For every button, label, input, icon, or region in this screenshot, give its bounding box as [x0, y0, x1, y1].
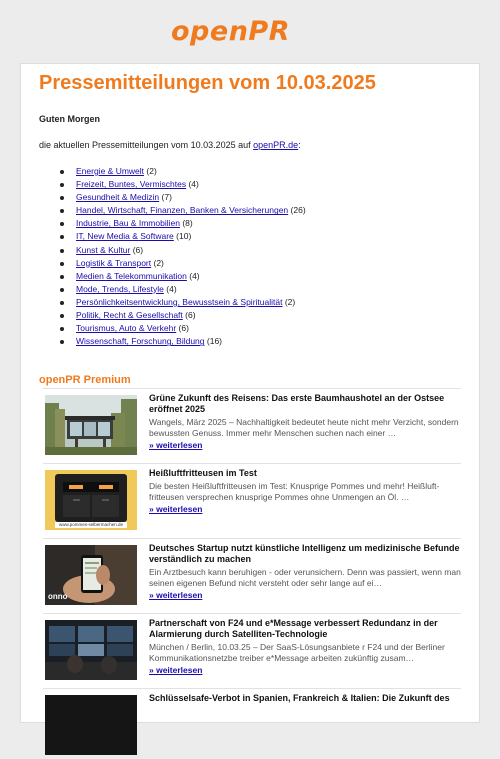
- newsletter-panel: [20, 63, 480, 723]
- category-link[interactable]: IT, New Media & Software: [76, 231, 174, 242]
- category-count: (8): [182, 218, 193, 229]
- list-item: [39, 244, 306, 257]
- list-item: [39, 283, 306, 296]
- category-link[interactable]: Wissenschaft, Forschung, Bildung: [76, 336, 205, 347]
- intro-line: [39, 140, 301, 150]
- intro-text: die aktuellen Pressemitteilungen vom 10.03.2025 auf: [39, 140, 254, 150]
- item-text: Ein Arztbesuch kann beruhigen - oder verunsichern. Denn was passiert, wenn man seinen eigenen Befund nicht versteht oder sehr lange auf ei…: [149, 567, 461, 588]
- treehouse-hotel-image[interactable]: [45, 395, 137, 455]
- category-link[interactable]: Freizeit, Buntes, Vermischtes: [76, 179, 187, 190]
- category-link[interactable]: Handel, Wirtschaft, Finanzen, Banken & Versicherungen: [76, 205, 289, 216]
- category-count: (4): [188, 179, 199, 190]
- image-caption: www.pommes-selbermachen.de: [58, 522, 124, 527]
- item-title[interactable]: Schlüsselsafe-Verbot in Spanien, Frankreich & Italien: Die Zukunft des: [149, 693, 450, 703]
- smartphone-image[interactable]: [45, 545, 137, 605]
- category-link[interactable]: Gesundheit & Medizin: [76, 192, 160, 203]
- premium-item: [43, 538, 461, 609]
- category-count: (2): [284, 296, 296, 307]
- greeting: Guten Morgen: [39, 114, 100, 124]
- item-title[interactable]: Deutsches Startup nutzt künstliche Intelligenz um medizinische Befunde verständlich zu machen: [149, 543, 460, 564]
- read-more-link[interactable]: » weiterlesen: [149, 665, 203, 675]
- category-count: (16): [206, 336, 223, 347]
- premium-heading: openPR Premium: [39, 374, 131, 386]
- air-fryer-image[interactable]: [45, 470, 137, 530]
- read-more-link[interactable]: » weiterlesen: [149, 590, 203, 600]
- category-link[interactable]: Medien & Telekommunikation: [76, 270, 187, 281]
- openpr-link[interactable]: openPR.de: [253, 140, 299, 150]
- list-item: [39, 178, 306, 191]
- list-item: [39, 257, 306, 270]
- category-count: (7): [161, 192, 172, 203]
- category-link[interactable]: Kunst & Kultur: [76, 244, 131, 255]
- list-item: [39, 217, 306, 230]
- intro-suffix: :: [298, 140, 301, 150]
- list-item: [39, 309, 306, 322]
- premium-item: [43, 463, 461, 534]
- category-link[interactable]: Industrie, Bau & Immobilien: [76, 218, 180, 229]
- premium-item: [43, 613, 461, 684]
- premium-item: [43, 388, 461, 459]
- category-count: (6): [132, 244, 144, 255]
- category-list: [39, 165, 306, 348]
- item-text: München / Berlin, 10.03.25 – Der SaaS-Lösungsanbiete r F24 und der Berliner Kommunikationsnetzbe treiber e*Message arbeiten zukünftig zusam…: [149, 642, 445, 663]
- list-item: [39, 191, 306, 204]
- category-count: (6): [185, 310, 196, 321]
- list-item: [39, 204, 306, 217]
- item-title[interactable]: Partnerschaft von F24 und e*Message verbessert Redundanz in der Alarmierung durch Satelliten-Technologie: [149, 618, 438, 639]
- list-item: [39, 296, 306, 309]
- list-item: [39, 322, 306, 335]
- list-item: [39, 230, 306, 243]
- page-title: Pressemitteilungen vom 10.03.2025: [39, 72, 376, 94]
- item-text: Die besten Heißluftfritteusen im Test: Knusprige Pommes und mehr! Heißluft-fritteusen versprechen knusprige Pommes ohne Unmengen an Öl. …: [149, 481, 440, 502]
- list-item: [39, 335, 306, 348]
- category-link[interactable]: Mode, Trends, Lifestyle: [76, 283, 164, 294]
- category-count: (2): [153, 257, 164, 268]
- category-link[interactable]: Persönlichkeitsentwicklung, Bewusstsein & Spiritualität: [76, 296, 283, 307]
- read-more-link[interactable]: » weiterlesen: [149, 440, 203, 450]
- category-link[interactable]: Energie & Umwelt: [76, 166, 145, 176]
- item-title[interactable]: Heißluftfritteusen im Test: [149, 468, 257, 478]
- item-title[interactable]: Grüne Zukunft des Reisens: Das erste Baumhaushotel an der Ostsee eröffnet 2025: [149, 393, 445, 414]
- category-count: (4): [189, 270, 200, 281]
- image-caption: onno: [48, 592, 68, 601]
- article-image[interactable]: [45, 695, 137, 755]
- category-count: (10): [176, 231, 192, 242]
- category-count: (4): [166, 283, 177, 294]
- list-item: [39, 270, 306, 283]
- category-link[interactable]: Logistik & Transport: [76, 257, 152, 268]
- category-count: (6): [178, 323, 189, 334]
- category-count: (26): [290, 205, 306, 216]
- category-link[interactable]: Politik, Recht & Gesellschaft: [76, 310, 183, 321]
- control-room-image[interactable]: [45, 620, 137, 680]
- premium-item: [43, 688, 461, 759]
- openpr-logo[interactable]: openPR: [171, 16, 290, 47]
- category-link[interactable]: Tourismus, Auto & Verkehr: [76, 323, 177, 334]
- item-text: Wangels, März 2025 – Nachhaltigkeit bedeutet heute nicht mehr Verzicht, sondern bewussten Genuss. Immer mehr Menschen suchen nach einer …: [149, 417, 459, 438]
- category-count: (2): [146, 166, 157, 176]
- header: [0, 0, 500, 60]
- read-more-link[interactable]: » weiterlesen: [149, 504, 203, 514]
- list-item: [39, 165, 306, 178]
